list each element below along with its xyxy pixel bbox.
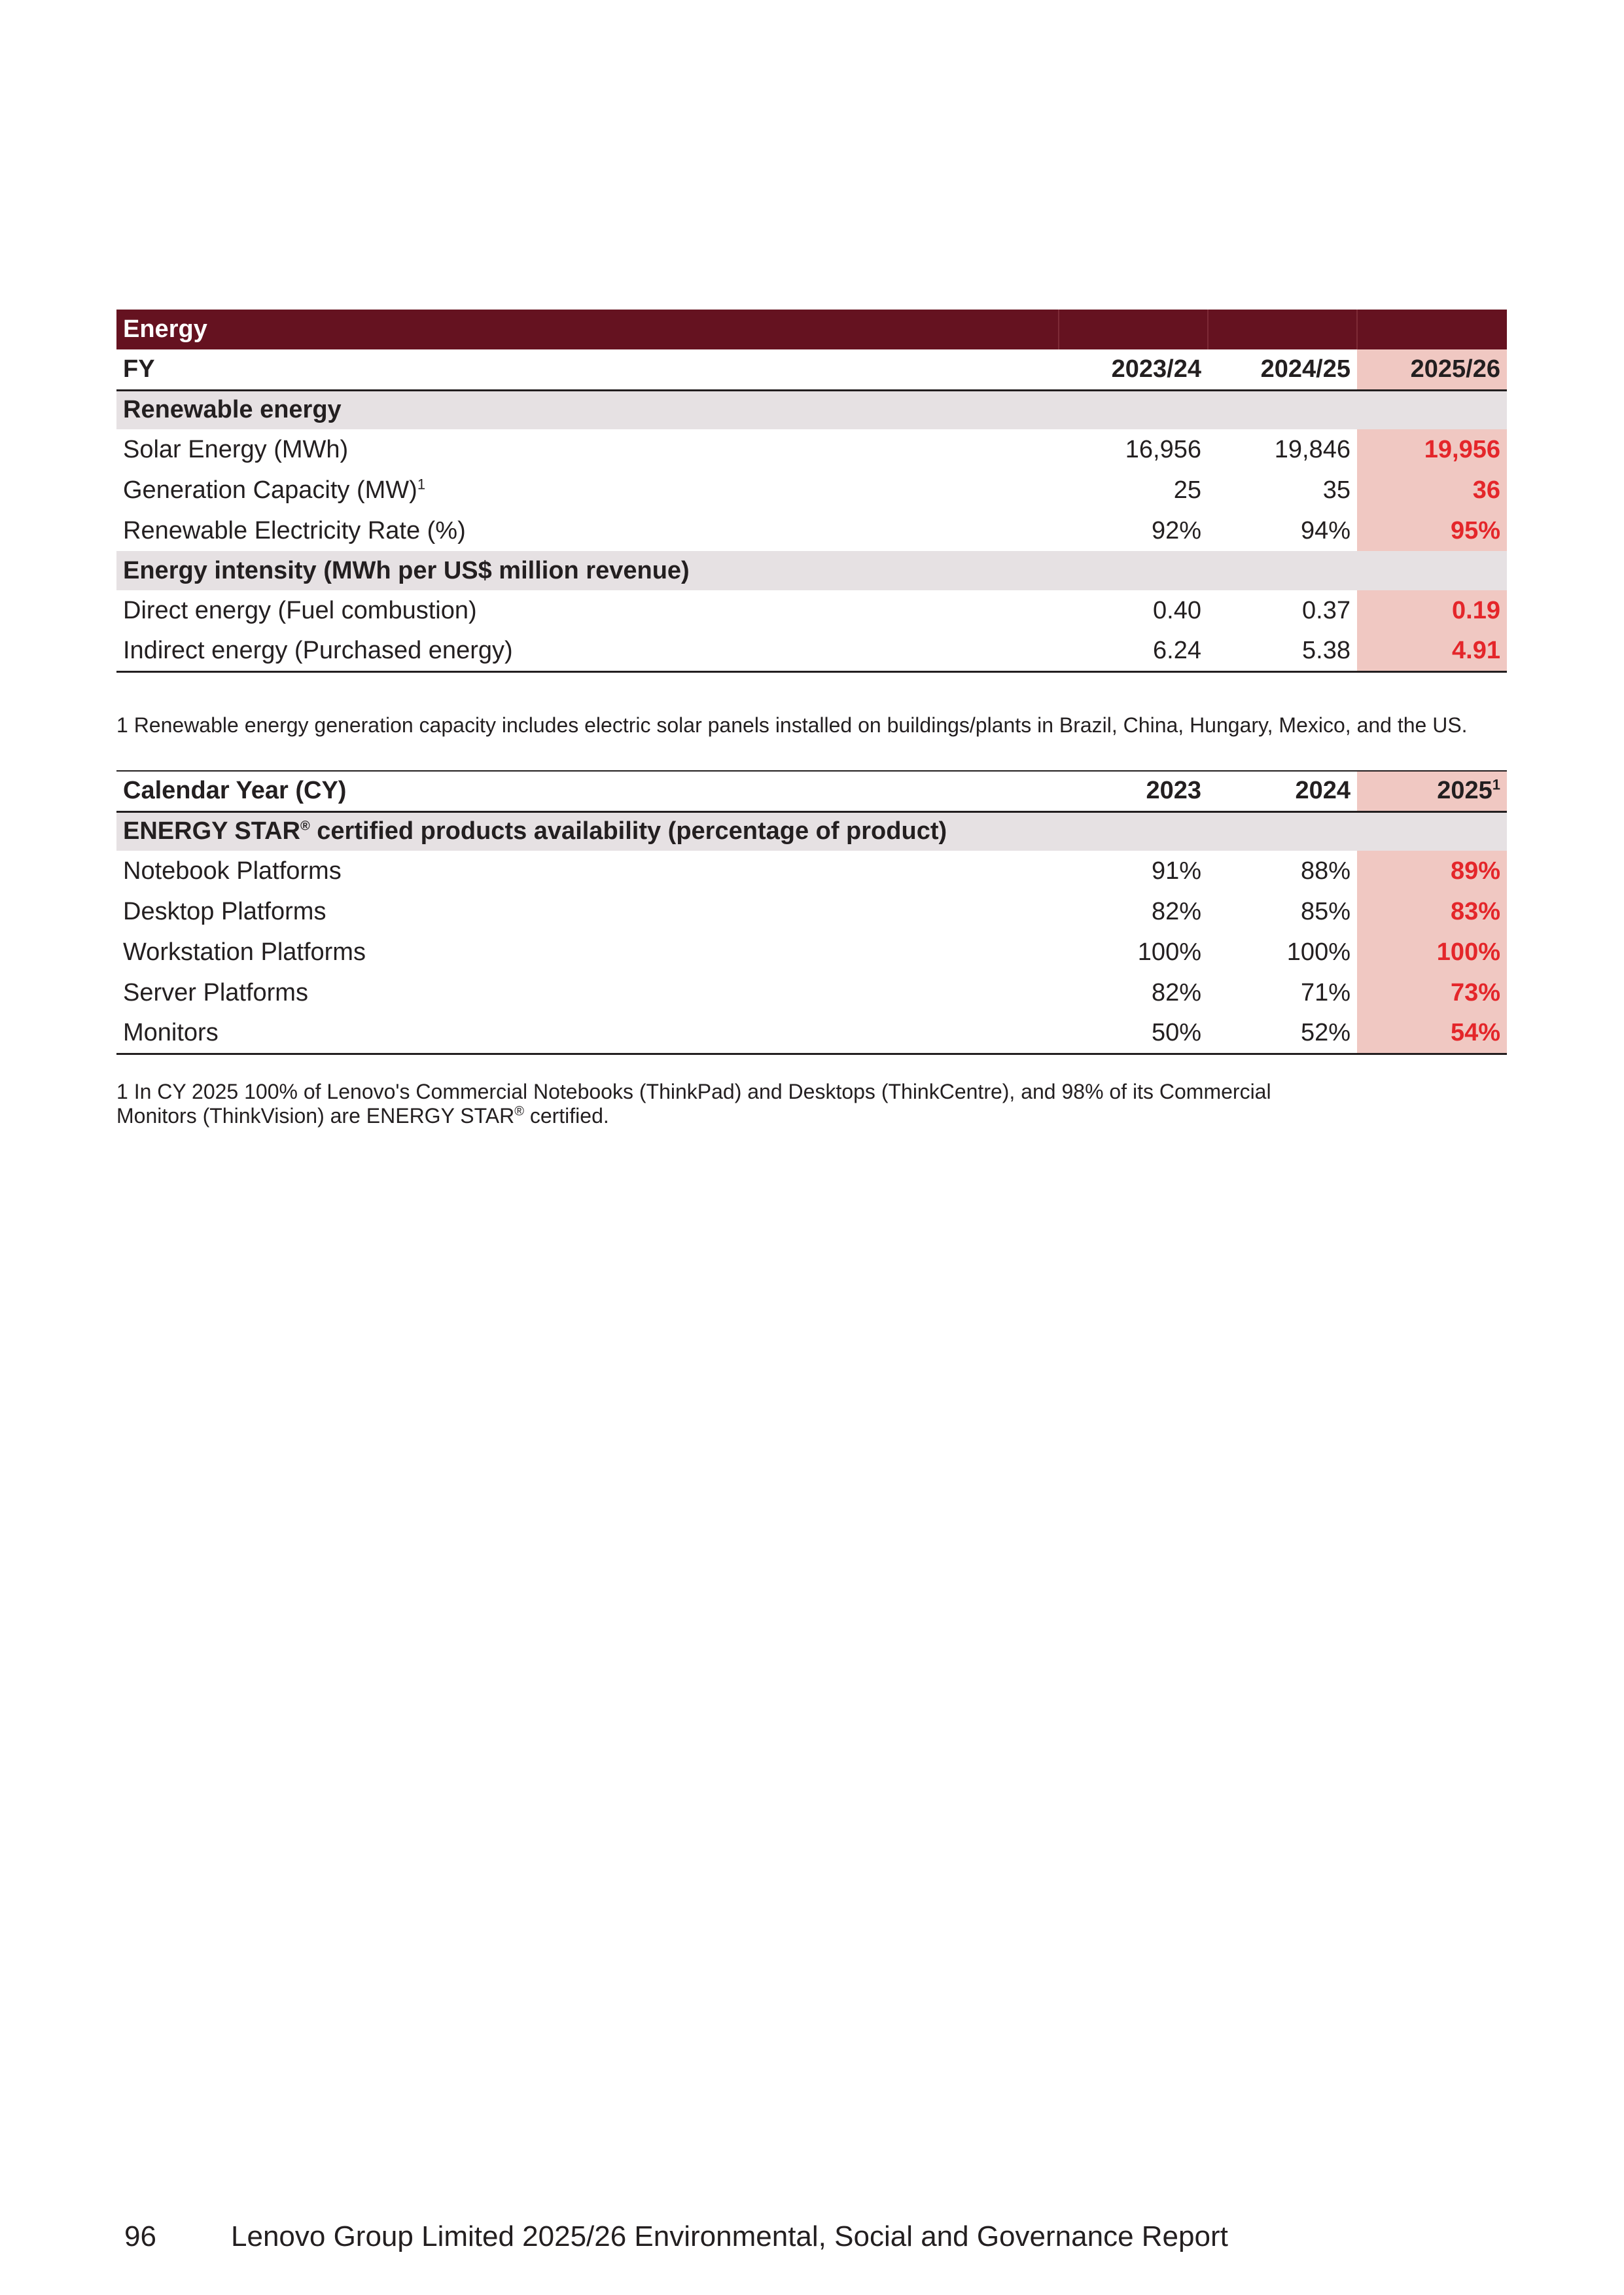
cell-value-current: 73% <box>1357 972 1507 1013</box>
table-header-row <box>116 771 1507 811</box>
cell-value: 100% <box>1137 938 1201 966</box>
cell-value: 19,846 <box>1274 435 1350 463</box>
table-title: Energy <box>116 310 1059 349</box>
cell-value: 16,956 <box>1125 435 1201 463</box>
section-row <box>116 551 1507 590</box>
header-label: FY <box>116 349 1059 390</box>
row-label: Generation Capacity (MW)$^1$ <box>123 475 426 504</box>
footnote-line: 1 In CY 2025 100% of Lenovo's Commercial Notebooks (ThinkPad) and Desktops (ThinkCentre), and 98% of its Commercial <box>116 1080 1271 1103</box>
cell-value-current: 100% <box>1357 932 1507 972</box>
table-row <box>116 470 1507 510</box>
cell-value: 92% <box>1151 516 1201 544</box>
cell-value: 6.24 <box>1059 631 1208 671</box>
section-heading: ENERGY STAR® certified products availability (percentage of product) <box>116 811 1059 851</box>
cell-value: 100% <box>1286 938 1350 966</box>
header-year-current: 2025/26 <box>1357 349 1507 390</box>
cell-value: 91% <box>1151 857 1201 885</box>
energy-star-footnote <box>116 1080 1507 1128</box>
table-row <box>116 932 1507 972</box>
row-label: Renewable Electricity Rate (%) <box>123 516 466 544</box>
cell-value: 85% <box>1300 897 1350 925</box>
cell-value-current: 54% <box>1357 1013 1507 1054</box>
table-header-row <box>116 349 1507 390</box>
row-label: Monitors <box>116 1013 1059 1054</box>
cell-value: 88% <box>1300 857 1350 885</box>
footnote-marker: 1 <box>417 475 426 492</box>
row-label: Solar Energy (MWh) <box>123 435 349 463</box>
header-year: 2024 <box>1208 771 1357 811</box>
cell-value: 52% <box>1208 1013 1357 1054</box>
table-row <box>116 891 1507 932</box>
cell-value: 25 <box>1173 476 1201 504</box>
cell-value: 0.40 <box>1153 596 1201 624</box>
footnote-line: Monitors (ThinkVision) are ENERGY STAR® certified. <box>116 1104 609 1128</box>
row-label: Desktop Platforms <box>123 897 327 925</box>
row-label: Server Platforms <box>123 978 308 1006</box>
table-row <box>116 590 1507 631</box>
table-row <box>116 631 1507 671</box>
table-row <box>116 851 1507 891</box>
section-heading: Energy intensity (MWh per US$ million revenue) <box>116 551 1059 590</box>
row-label: Workstation Platforms <box>123 938 366 966</box>
page-footer <box>124 2220 1228 2253</box>
table-title-row <box>116 310 1507 349</box>
energy-star-table <box>116 770 1507 1055</box>
cell-value: 0.37 <box>1302 596 1350 624</box>
energy-table <box>116 310 1507 673</box>
registered-mark: ® <box>300 819 310 834</box>
section-heading: Renewable energy <box>116 390 1059 429</box>
table-row <box>116 972 1507 1013</box>
page-number: 96 <box>124 2220 156 2252</box>
cell-value: 71% <box>1300 978 1350 1006</box>
cell-value-current: 83% <box>1357 891 1507 932</box>
table-row <box>116 1013 1507 1054</box>
cell-value-current: 95% <box>1357 510 1507 551</box>
row-label: Indirect energy (Purchased energy) <box>116 631 1059 671</box>
registered-mark: ® <box>514 1104 524 1119</box>
cell-value: 5.38 <box>1208 631 1357 671</box>
energy-footnote: 1 Renewable energy generation capacity includes electric solar panels installed on buildings/plants in Brazil, China, Hungary, Mexico, and the US. <box>116 713 1468 737</box>
cell-value-current: 19,956 <box>1357 429 1507 470</box>
footer-text: Lenovo Group Limited 2025/26 Environmental, Social and Governance Report <box>231 2220 1228 2252</box>
section-row <box>116 390 1507 429</box>
cell-value: 82% <box>1151 978 1201 1006</box>
cell-value-current: 0.19 <box>1357 590 1507 631</box>
cell-value: 35 <box>1322 476 1350 504</box>
header-label: Calendar Year (CY) <box>116 771 1059 811</box>
footnote-marker: 1 <box>1492 776 1500 793</box>
section-row <box>116 811 1507 851</box>
header-year-current: 2025$^1$ <box>1357 771 1507 811</box>
header-year: 2023 <box>1059 771 1208 811</box>
cell-value-current: 36 <box>1357 470 1507 510</box>
cell-value-current: 4.91 <box>1357 631 1507 671</box>
row-label: Direct energy (Fuel combustion) <box>123 596 477 624</box>
cell-value: 82% <box>1151 897 1201 925</box>
cell-value-current: 89% <box>1357 851 1507 891</box>
cell-value: 94% <box>1300 516 1350 544</box>
row-label: Notebook Platforms <box>123 857 342 885</box>
cell-value: 50% <box>1059 1013 1208 1054</box>
header-year: 2023/24 <box>1059 349 1208 390</box>
table-row <box>116 429 1507 470</box>
header-year: 2024/25 <box>1208 349 1357 390</box>
table-row <box>116 510 1507 551</box>
